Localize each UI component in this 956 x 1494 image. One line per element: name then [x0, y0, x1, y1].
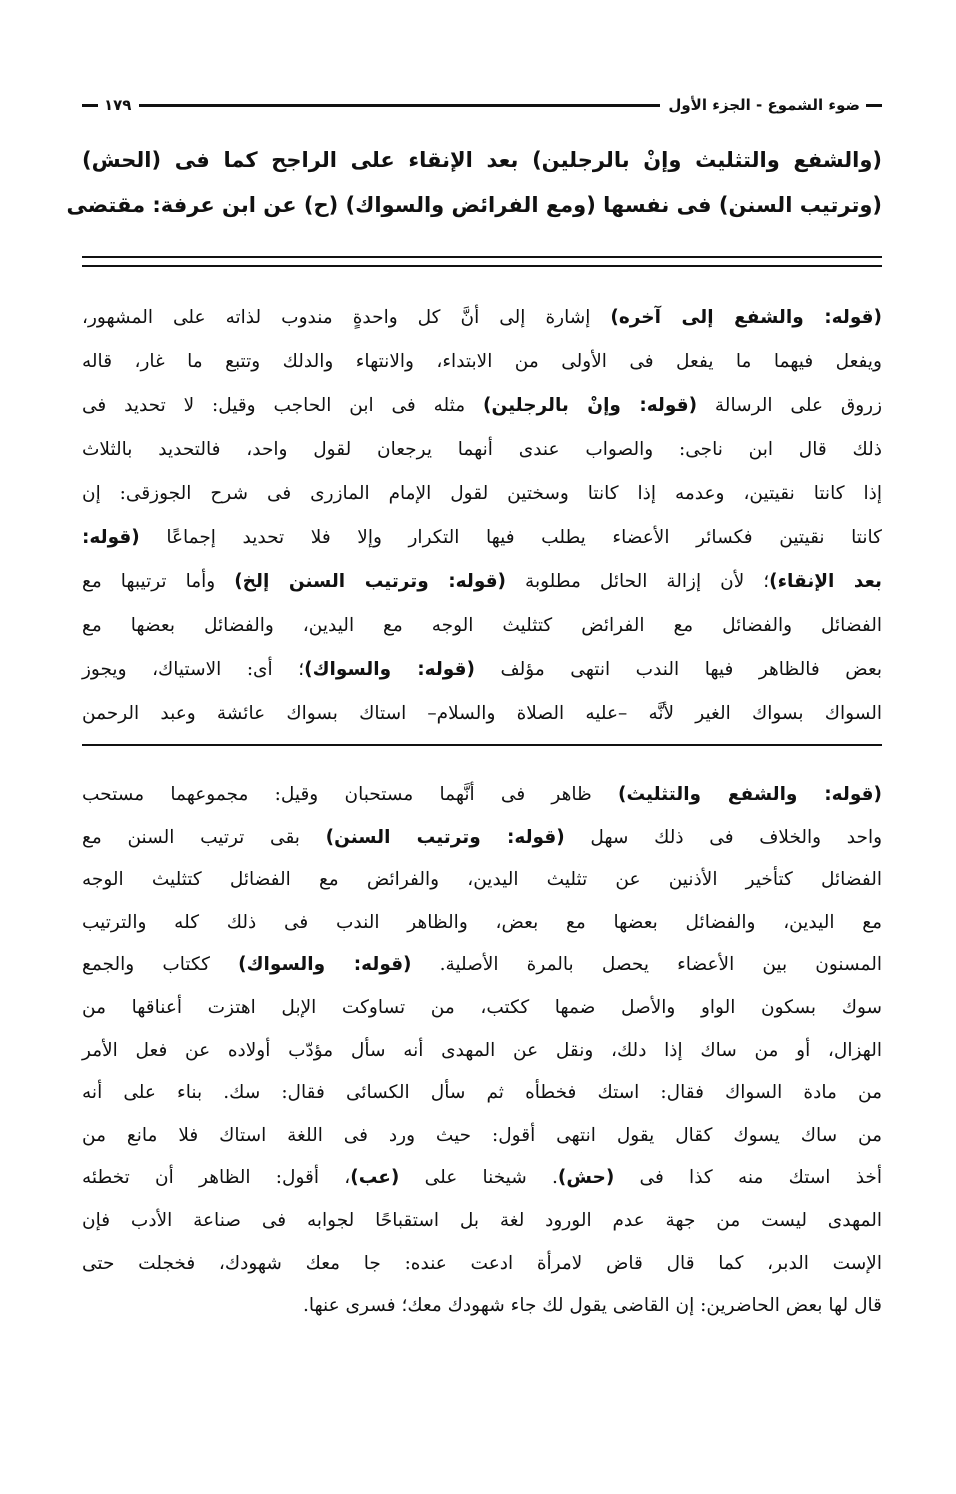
header-dash [866, 104, 882, 107]
lemma-bold: (قوله: والشفع والتثليث) [618, 784, 882, 805]
section-divider [82, 744, 882, 746]
text-segment: الفضائل كتأخير الأذنين عن تثليث اليدين، والفرائض مع الفضائل كتثليث الوجه [82, 869, 882, 891]
text-line [82, 384, 882, 428]
text-line [82, 1157, 882, 1200]
lemma-bold: (قوله: والسواك) [238, 954, 412, 976]
text-line [82, 1200, 882, 1243]
text-segment: ؛ لأن إزالة الحائل مطلوبة [506, 571, 770, 592]
text-segment: إشارة إلى أنَّ كل واحدةٍ مندوب لذاته على المشهور، [82, 307, 611, 328]
lemma-bold: (قوله: وترتيب السنن) [325, 826, 565, 848]
text-segment: كانتا نقيتين فكسائر الأعضاء يطلب فيها التكرار وإلا فلا تحديد إجماعًا [139, 527, 882, 548]
text-line [82, 692, 882, 736]
text-segment: سوك بسكون الواو والأصل ضمها ككتب، من تساوكت الإبل اهتزت أعناقها من [82, 996, 882, 1018]
text-segment: الفضائل والفضائل مع الفرائض كتثليث الوجه مع اليدين، والفضائل بعضها مع [82, 615, 882, 636]
text-segment: ويفعل فيهما ما يفعل فى الأولى من الابتداء، والانتهاء والدلك وتتبع ما غار، قاله [82, 351, 882, 372]
header-rule [139, 104, 660, 107]
lemma-bold: (قوله: والشفع إلى آخره) [610, 307, 883, 328]
text-line [82, 604, 882, 648]
text-segment: من مادة السواك فقال: استك فخطأه ثم سأل الكسائى فقال: سك. بناء على أنه [82, 1082, 882, 1104]
text-segment: قال لها بعض الحاضرين: إن القاضى يقول لك جاء شهودك معك؛ فسرى عنها. [303, 1295, 882, 1317]
text-line [82, 340, 882, 384]
lemma-bold: بعد الإنقاء) [769, 571, 883, 592]
lemma-bold: (قوله: [82, 527, 140, 548]
lemma-bold: (قوله: وترتيب السنن إلخ) [234, 571, 507, 592]
commentary-second [82, 774, 882, 1328]
text-line [82, 516, 882, 560]
lemma-bold: (عب) [350, 1167, 400, 1189]
text-segment: المسنون بين الأعضاء يحصل بالمرة الأصلية. [411, 954, 882, 976]
text-line [82, 1243, 882, 1286]
running-header [82, 92, 882, 118]
page-number: ١٧٩ [104, 96, 132, 114]
text-segment: ؛ أى: الاستياك، ويجوز [82, 659, 305, 680]
text-line [82, 987, 882, 1030]
text-segment: . شيخنا على [399, 1167, 558, 1189]
text-segment: واحد والخلاف فى ذلك سهل [564, 826, 883, 848]
text-line [82, 1030, 882, 1073]
text-line [82, 296, 882, 340]
text-segment: (والشفع والتثليث وإنْ بالرجلين) بعد الإنقاء على الراجح كما فى (الحش) [82, 148, 882, 172]
text-line [82, 817, 882, 860]
commentary-first [82, 296, 882, 736]
text-line [82, 774, 882, 817]
text-line [82, 138, 882, 183]
text-segment: ذلك قال ابن ناجى: والصواب عندى أنهما يرجعان لقول واحد، فالتحديد بالثلاث [82, 439, 882, 460]
text-segment: مع اليدين، والفضائل بعضها مع بعض، والظاهر الندب فى ذلك كله والترتيب [82, 911, 882, 933]
header-dash [82, 104, 98, 107]
text-line [66, 183, 882, 228]
text-segment: وأما ترتيبها مع [82, 571, 235, 592]
text-line [82, 560, 882, 604]
main-text [66, 138, 882, 228]
text-line [82, 944, 882, 987]
double-rule-bottom [82, 265, 882, 267]
text-segment: بقى ترتيب السنن مع [82, 826, 326, 848]
text-line [82, 859, 882, 902]
text-segment: الإست الدبر، كما قال قاض لامرأة ادعت عنده: جا معك شهودك، فخجلت حتى [82, 1252, 882, 1274]
text-segment: ظاهر فى أنَّهما مستحبان وقيل: مجموعهما مستحب [82, 784, 619, 805]
text-segment: ككتاب والجمع [82, 954, 239, 976]
double-rule-top [82, 256, 882, 258]
text-line [82, 1072, 882, 1115]
text-line [82, 902, 882, 945]
text-segment: السواك بسواك الغير لأنَّه –عليه الصلاة والسلام– استاك بسواك عائشة وعبد الرحمن [82, 703, 882, 724]
text-line [82, 1285, 882, 1328]
text-line [82, 1115, 882, 1158]
text-segment: الهزال، أو من ساك إذا دلك، ونقل عن المهدى أنه سأل مؤدّب أولاده عن فعل الأمر [82, 1039, 882, 1061]
text-line [82, 648, 882, 692]
text-segment: (وترتيب السنن) فى نفسها (ومع الفرائض والسواك) (ح) عن ابن عرفة: مقتضى [66, 193, 882, 217]
text-segment: أخذ استك منه كذا فى [614, 1167, 882, 1189]
lemma-bold: (قوله: وإنْ بالرجلين) [482, 395, 698, 416]
text-segment: زروق على الرسالة [697, 395, 882, 416]
running-title: ضوء الشموع - الجزء الأول [668, 96, 860, 114]
text-segment: بعض فالظاهر فيها الندب انتهى مؤلف [474, 659, 883, 680]
text-segment: ، أقول: الظاهر أن تخطئه [82, 1167, 351, 1189]
text-segment: مثله فى ابن الحاجب وقيل: لا تحديد فى [82, 395, 483, 416]
lemma-bold: (حش) [557, 1167, 615, 1189]
lemma-bold: (قوله: والسواك) [304, 659, 475, 680]
text-line [82, 472, 882, 516]
text-segment: المهدى ليست من جهة عدم الورود لغة بل استقباحًا لجوابه فى صناعة الأدب فإن [82, 1209, 882, 1231]
text-segment: إذا كانتا نقيتين، وعدمه إذا كانتا وسختين لقول الإمام المازرى فى شرح الجوزقى: إن [82, 483, 882, 504]
text-line [82, 428, 882, 472]
text-segment: من ساك يسوك كقال يقول انتهى أقول: حيث ورد فى اللغة استاك فلا مانع من [82, 1124, 882, 1146]
